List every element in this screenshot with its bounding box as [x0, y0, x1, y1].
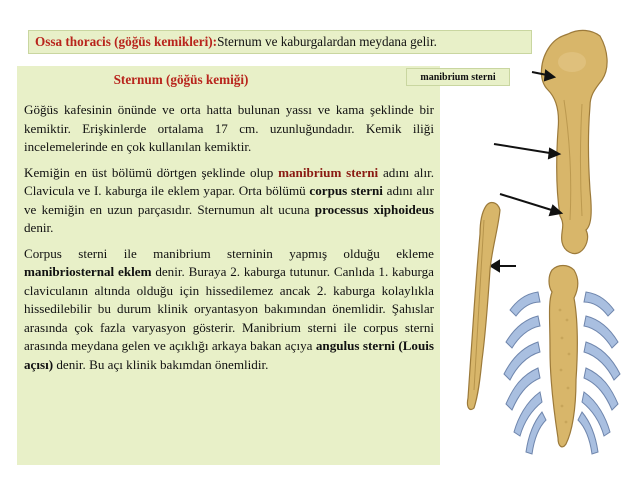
paragraph-3: Corpus sterni ile manibrium sterninin yapmış olduğu ekleme manibriosternal eklem denir. Buraya 2. kaburga tutunur. Canlıda 1. kaburga claviculanın altında olduğu için hissedilemez ancak 2. kaburga kolaylıkla hissedilebilir bu durum klinik oryantasyon bakımından önemlidir. Şahıslar arasında çok fazla varyasyon gösterir. Manibrium sterni ile corpus sterni arasında meydana gelen ve açıklığı arkaya bakan açıya angulus sterni (Louis açısı) denir. Bu açı klinik bakımdan önemlidir.	[24, 245, 434, 372]
term-angulus: angulus sterni (Louis açısı)	[24, 338, 434, 372]
term-xiphoideus: processus xiphoideus	[314, 201, 434, 217]
paragraph-1: Göğüs kafesinin önünde ve orta hatta bulunan yassı ve kama şeklinde bir kemiktir. Erişkinlerde ortalama 17 cm. uzunluğundadır. Kemik iliği incelemelerinde en çok kullanılan kemiktir.	[24, 102, 434, 154]
paragraph-2: Kemiğin en üst bölümü dörtgen şeklinde olup manibrium sterni adını alır. Clavicula ve I. kaburga ile eklem yapar. Orta bölümü corpus sterni adını alır ve kemiğin en uzun parçasıdır. Sternumun alt ucuna processus xiphoideus denir.	[24, 164, 434, 235]
text-panel	[17, 66, 440, 465]
term-manibriosternal: manibriosternal eklem	[24, 264, 152, 279]
title-rest: Sternum ve kaburgalardan meydana gelir.	[217, 34, 437, 49]
sternum-front	[541, 30, 607, 253]
term-manibrium: manibrium sterni	[278, 164, 379, 180]
title-highlight: Ossa thoracis (göğüs kemikleri):	[35, 34, 218, 49]
sternum-illustration	[440, 20, 638, 479]
sternum-side	[467, 203, 500, 410]
sternum-with-cartilages	[504, 266, 620, 455]
term-corpus: corpus sterni	[309, 183, 383, 198]
figure-label: manibrium sterni	[406, 68, 510, 86]
panel-title: Sternum (göğüs kemiği)	[113, 72, 249, 87]
